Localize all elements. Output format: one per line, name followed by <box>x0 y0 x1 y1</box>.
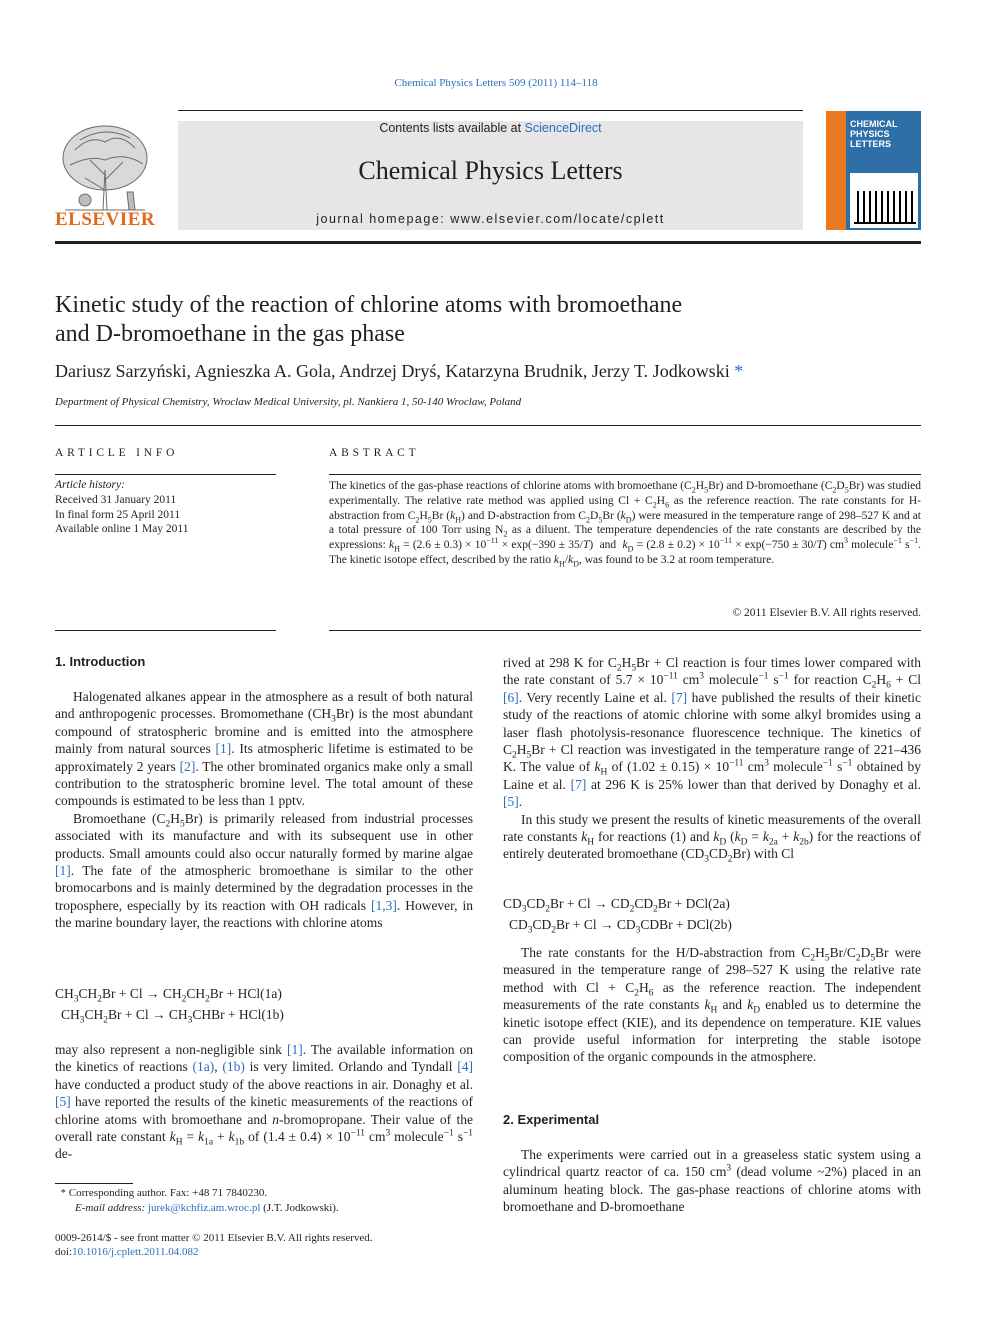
article-info-rule <box>55 474 276 475</box>
equation-1a: $CH_3CH_2Br + Cl \to CH_2CH_2Br + HCl(1a)$ <box>55 986 282 1005</box>
front-matter <box>55 1231 473 1259</box>
history-label: Article history: <box>55 479 125 491</box>
corresponding-author-note: * Corresponding author. Fax: +48 71 7840230. <box>55 1187 268 1199</box>
intro-paragraph-5-text: The rate constants for the H/D-abstraction from $C_2H_5Br/C_2D_5Br$ were measured in the temperature range of 298–527 K using the relative rate method with $Cl + C_2H_6$ as the reference reaction. The independent measurements of the rate constants $k_H$ and $k_D$ enabled us to determine the kinetic isotope effect (KIE), and its dependence on temperature. KIE values can provide useful information for interpreting the stable isotope composition of the organic compounds in the atmosphere. <box>503 945 922 1065</box>
footnote-rule <box>55 1183 133 1184</box>
cover-strip <box>826 111 846 230</box>
online-date: Available online 1 May 2011 <box>55 523 189 536</box>
email-label: E-mail address: <box>75 1202 148 1214</box>
email-suffix: (J.T. Jodkowski). <box>260 1202 339 1214</box>
intro-paragraph-3-cont: rived at 298 K for $C_2H_5Br + Cl$ reaction is four times lower compared with the rate constant of $5.7 \times 10^{-11}$ $cm^3$ molecule$^{-1}$ $s^{-1}$ for reaction $C_2H_6 + Cl$ [6]. Very recently Laine et al. [7] have published the results of their kinetic study of the reactions of atomic chlorine with some alkyl bromides using a laser flash photolysis-resonance fluorescence technique. The kinetics of $C_2H_5Br + Cl$ reaction was investigated in the temperature range of 221–436 K. The value of $k_H$ of $(1.02 \pm 0.15) \times 10^{-11}$ $cm^3$ molecule$^{-1}$ $s^{-1}$ obtained by Laine et al. [7] at 296 K is 25% lower than that derived by Donaghy et al. [5]. <box>503 655 922 810</box>
abstract-rule <box>329 474 921 475</box>
article-title <box>55 291 921 349</box>
abstract-bottom-rule <box>329 630 921 631</box>
journal-citation[interactable]: Chemical Physics Letters 509 (2011) 114–118 <box>394 77 598 89</box>
final-form-date: In final form 25 April 2011 <box>55 508 181 521</box>
issn-line: 0009-2614/$ - see front matter © 2011 Elsevier B.V. All rights reserved. <box>55 1232 373 1244</box>
intro-paragraph-4: In this study we present the results of kinetic measurements of the overall rate constants $k_H$ for reactions (1) and $k_D$ $(k_D = k_{2a} + k_{2b})$ for the reactions of entirely deuterated bromoethane $(CD_3CD_2Br)$ with Cl <box>503 811 922 866</box>
equations-2a-2b <box>503 893 921 935</box>
article-history <box>55 478 276 537</box>
section-heading-experimental: 2. Experimental <box>503 1112 600 1127</box>
journal-title: Chemical Physics Letters <box>358 156 623 185</box>
experimental-paragraph-1-text: The experiments were carried out in a greaseless static system using a cylindrical quartz reactor of ca. 150 $cm^3$ (dead volume ~2%) placed in an aluminum heating block. The gas-phase reactions of chlorine atoms with bromoethane and D-bromoethane <box>503 1147 921 1215</box>
email-link[interactable]: jurek@kchfiz.am.wroc.pl <box>147 1202 261 1214</box>
experimental-paragraph-1 <box>503 1146 921 1216</box>
abstract-text: The kinetics of the gas-phase reactions of chlorine atoms with bromoethane $(C_2H_5Br)$ and D-bromoethane $(C_2D_5Br)$ was studied experimentally. The relative rate method was applied using $Cl + C_2H_6$ as the reference reaction. The rate constants for H-abstraction from $C_2H_5Br$ $(k_H)$ and D-abstraction from $C_2D_5Br$ $(k_D)$ were measured in the temperature range of 298–527 K and at a total pressure of 100 Torr using $N_2$ as a diluent. The temperature dependencies of the rate constants are described by the expressions: $k_H = (2.6 \pm 0.3) \times 10^{-11} \times \exp(-390 \pm 35/T)$ and $k_D = (2.8 \pm 0.2) \times 10^{-11} \times \exp(-750 \pm 30/T)$ $cm^3$ molecule$^{-1}$ $s^{-1}$. The kinetic isotope effect, described by the ratio $k_H/k_D$, was found to be 3.2 at room temperature. <box>329 480 921 569</box>
journal-cover-thumbnail <box>826 111 921 230</box>
cover-image <box>850 173 918 228</box>
intro-paragraph-3: may also represent a non-negligible sink [1]. The available information on the kinetics of reactions (1a), (1b) is very limited. Orlando and Tyndall [4] have conducted a product study of the above reactions in air. Donaghy et al. [5] have reported the results of the kinetic measurements of the reactions of chlorine atoms with bromoethane and n-bromopropane. Their value of the overall rate constant $k_H = k_{1a} + k_{1b}$ of $(1.4 \pm 0.4) \times 10^{-11}$ $cm^3$ molecule$^{-1}$ $s^{-1}$ de- <box>55 1042 474 1162</box>
authors: Dariusz Sarzyński, Agnieszka A. Gola, Andrzej Dryś, Katarzyna Brudnik, Jerzy T. Jodkowski <box>55 361 730 381</box>
article-info-bottom-rule <box>55 630 276 631</box>
doi-link[interactable]: 10.1016/j.cplett.2011.04.082 <box>72 1246 199 1258</box>
equations-1a-1b <box>55 983 473 1025</box>
contents-available <box>178 121 803 135</box>
intro-paragraph-5 <box>503 944 921 1066</box>
right-column-intro <box>503 654 922 866</box>
abstract-heading: ABSTRACT <box>329 447 420 459</box>
corresponding-text: Corresponding author. Fax: +48 71 7840230. <box>68 1187 268 1199</box>
title-line-1: Kinetic study of the reaction of chlorine atoms with bromoethane <box>55 292 683 318</box>
elsevier-tree-logo <box>55 120 155 212</box>
sciencedirect-link[interactable]: ScienceDirect <box>524 121 602 135</box>
email-note <box>55 1201 473 1216</box>
equation-2a: $CD_3CD_2Br + Cl \to CD_2CD_2Br + DCl(2a)$ <box>503 896 730 915</box>
cover-title: CHEMICAL PHYSICS LETTERS <box>850 119 898 149</box>
elsevier-wordmark: ELSEVIER <box>55 209 156 230</box>
equation-2b: $CD_3CD_2Br + Cl$ → $CD_3CDBr + DCl(2b)$ <box>509 917 732 936</box>
intro-paragraphs <box>55 688 473 932</box>
article-info-heading: ARTICLE INFO <box>55 447 179 459</box>
header-thick-rule <box>55 241 921 244</box>
doi-label: doi: <box>55 1246 73 1258</box>
doi-line <box>55 1245 473 1259</box>
received-date: Received 31 January 2011 <box>55 493 177 506</box>
header-rule <box>178 110 803 111</box>
intro-paragraph-1: Halogenated alkanes appear in the atmosphere as a result of both natural and anthropogenic processes. Bromomethane $(CH_3Br)$ is the most abundant compound of stratospheric bromine and is emitted into the atmosphere mainly from natural sources [1]. Its atmospheric lifetime is estimated to be approximately 2 years [2]. The other brominated organics make only a small contribution to the stratospheric bromine level. The total amount of these compounds is estimated to be less than 1 pptv. <box>55 689 473 809</box>
affiliation: Department of Physical Chemistry, Wroclaw Medical University, pl. Nankiera 1, 50-140 Wroclaw, Poland <box>55 396 522 408</box>
equation-1b: $CH_3CH_2Br + Cl$ → $CH_3CHBr + HCl(1b)$ <box>61 1007 284 1026</box>
contents-prefix: Contents lists available at <box>379 121 525 135</box>
affiliation-rule <box>55 425 921 426</box>
corresponding-author-asterisk[interactable]: * <box>729 361 744 381</box>
title-line-2: and D-bromoethane in the gas phase <box>55 321 405 347</box>
abstract-copyright: © 2011 Elsevier B.V. All rights reserved. <box>732 607 921 619</box>
author-list <box>55 361 921 382</box>
journal-homepage[interactable]: journal homepage: www.elsevier.com/locate/cplett <box>316 212 665 226</box>
footnotes <box>55 1186 473 1216</box>
intro-paragraph-2: Bromoethane $(C_2H_5Br)$ is primarily released from industrial processes associated with its manufacture and with its subsequent use in other products. Small amounts could also occur naturally formed by marine algae [1]. The fate of the atmospheric bromoethane is similar to the other bromocarbons and is mainly determined by the degradation processes in the troposphere, especially by its reaction with OH radicals [1,3]. However, in the marine boundary layer, the reactions with chlorine atoms <box>55 810 473 931</box>
section-heading-introduction: 1. Introduction <box>55 654 146 669</box>
